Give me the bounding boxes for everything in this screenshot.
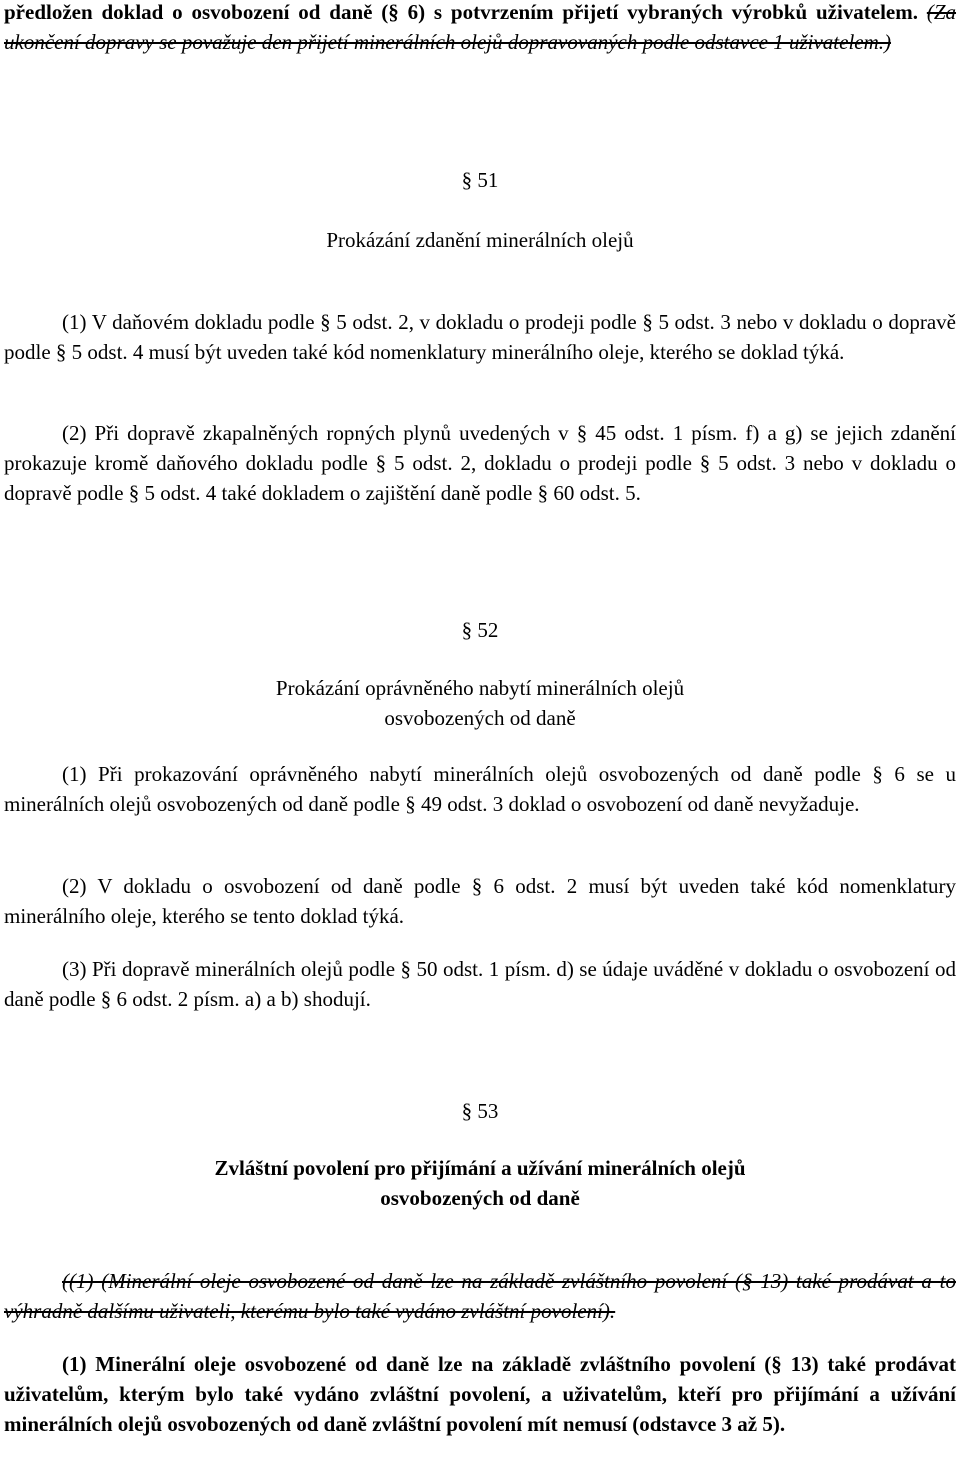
section-52-para-1-wrap — [4, 759, 956, 819]
section-title: Prokázání zdanění minerálních olejů — [326, 228, 634, 252]
section-51-para-2-wrap — [4, 418, 956, 508]
section-title-line-1: Zvláštní povolení pro přijímání a užívání minerálních olejů — [214, 1156, 746, 1180]
section-paragraph: (1) V daňovém dokladu podle § 5 odst. 2, v dokladu o prodeji podle § 5 odst. 3 nebo v dokladu o dopravě podle § 5 odst. 4 musí být uveden také kód nomenklatury minerálního oleje, kterého se doklad týká. — [4, 310, 956, 364]
section-51-title-wrap — [4, 225, 956, 255]
intro-paragraph — [4, 0, 956, 57]
section-title-line-2: osvobozených od daně — [380, 1186, 580, 1210]
section-53-bold-wrap — [4, 1349, 956, 1439]
struck-paragraph: ((1) (Minerální oleje osvobozené od daně lze na základě zvláštního povolení (§ 13) také prodávat a to výhradně dalšímu uživateli, kterému bylo také vydáno zvláštní povolení). — [4, 1269, 956, 1323]
intro-block — [4, 0, 956, 57]
section-51 — [4, 165, 956, 195]
section-mark: § 52 — [461, 618, 499, 642]
section-52-para-3-wrap — [4, 954, 956, 1014]
section-paragraph: (2) Při dopravě zkapalněných ropných plynů uvedených v § 45 odst. 1 písm. f) a g) se jejich zdanění prokazuje kromě daňového dokladu podle § 5 odst. 2, dokladu o prodeji podle § 5 odst. 3 nebo v dokladu o dopravě podle § 5 odst. 4 také dokladem o zajištění daně podle § 60 odst. 5. — [4, 421, 956, 505]
bold-paragraph: (1) Minerální oleje osvobozené od daně lze na základě zvláštního povolení (§ 13) také prodávat uživatelům, kterým bylo také vydáno zvláštní povolení, a uživatelům, kteří pro přijímání a užívání minerálních olejů osvobozených od daně zvláštní povolení mít nemusí (odstavce 3 až 5). — [4, 1352, 956, 1436]
section-title-line-2: osvobozených od daně — [384, 706, 576, 730]
section-paragraph: (3) Při dopravě minerálních olejů podle § 50 odst. 1 písm. d) se údaje uváděné v dokladu o osvobození od daně podle § 6 odst. 2 písm. a) a b) shodují. — [4, 957, 956, 1011]
section-51-para-1-wrap — [4, 307, 956, 367]
section-mark: § 51 — [461, 168, 499, 192]
section-53-title-wrap — [4, 1153, 956, 1213]
section-52 — [4, 615, 956, 645]
section-title-line-1: Prokázání oprávněného nabytí minerálních olejů — [275, 676, 685, 700]
section-mark: § 53 — [461, 1099, 499, 1123]
section-paragraph: (2) V dokladu o osvobození od daně podle § 6 odst. 2 musí být uveden také kód nomenklatury minerálního oleje, kterého se tento doklad týká. — [4, 874, 956, 928]
intro-struck-text: (Za ukončení dopravy se považuje den přijetí minerálních olejů dopravovaných podle odstavce 1 uživatelem.) — [4, 0, 957, 54]
section-53 — [4, 1096, 956, 1126]
section-53-struck-wrap — [4, 1266, 956, 1326]
section-paragraph: (1) Při prokazování oprávněného nabytí minerálních olejů osvobozených od daně podle § 6 se u minerálních olejů osvobozených od daně podle § 49 odst. 3 doklad o osvobození od daně nevyžaduje. — [4, 762, 956, 816]
intro-bold-text: předložen doklad o osvobození od daně (§ 6) s potvrzením přijetí vybraných výrobků uživatelem. — [4, 0, 918, 24]
section-52-para-2-wrap — [4, 871, 956, 931]
section-52-title-wrap — [4, 673, 956, 733]
